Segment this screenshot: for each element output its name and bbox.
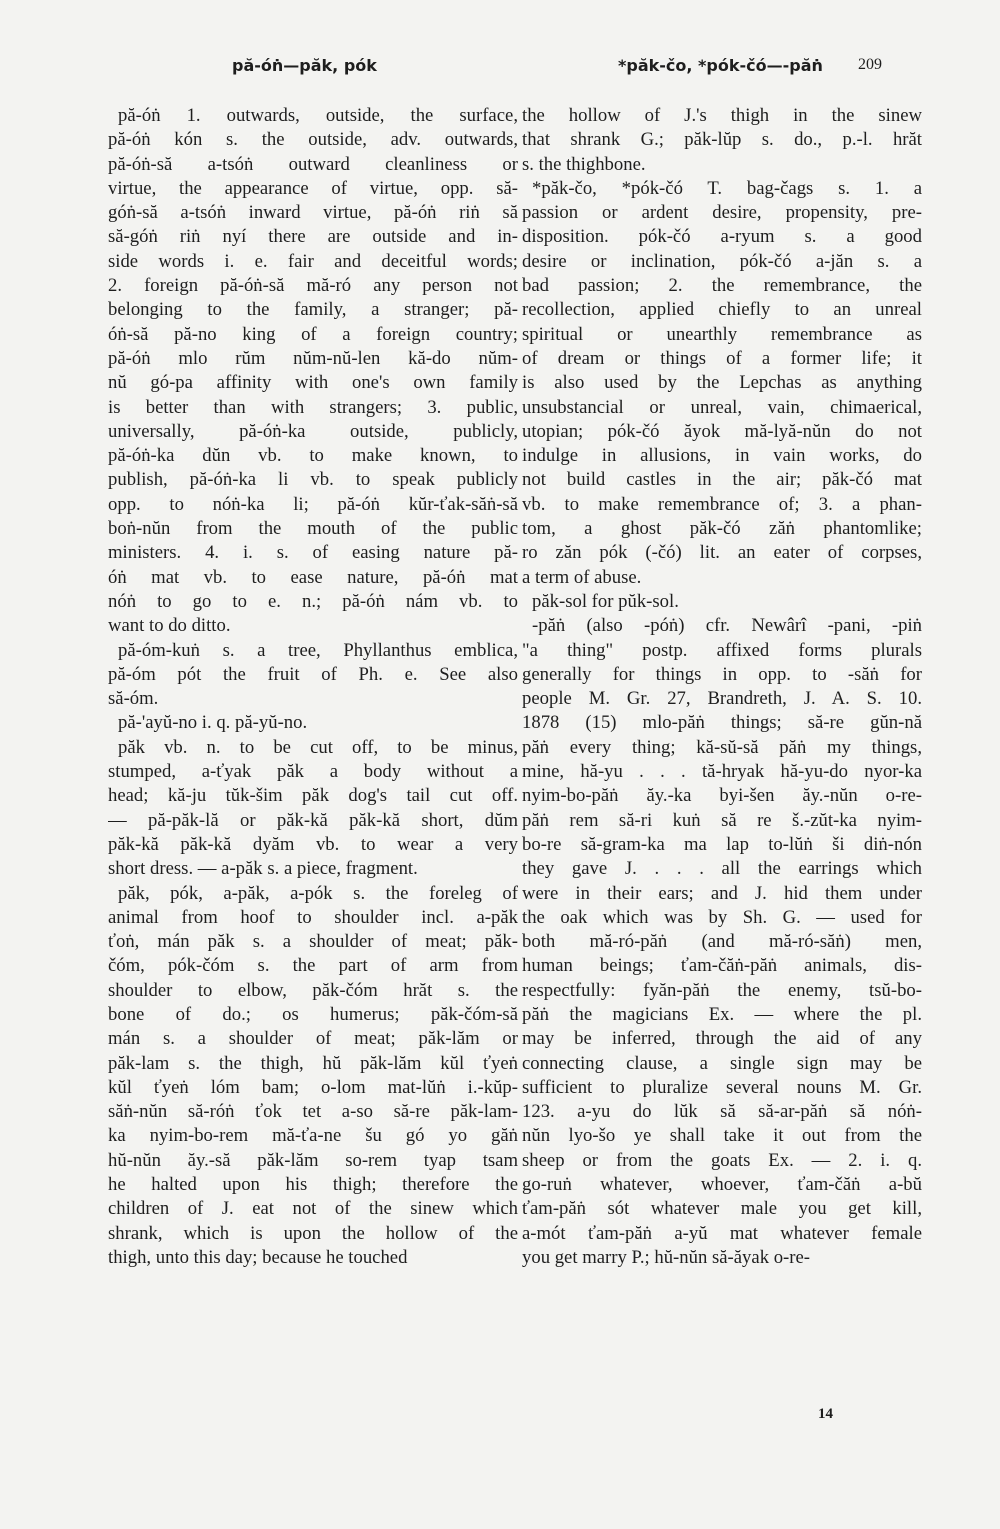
text-line: păk-lam s. the thigh, hŭ păk-lăm kŭl ťyeṅ <box>108 1052 518 1074</box>
text-line: you get marry P.; hŭ-nŭn să-ăyak o-re- <box>522 1246 811 1268</box>
text-line: sheep or from the goats Ex. — 2. i. q. <box>522 1149 922 1171</box>
text-line: is better than with strangers; 3. public, <box>108 396 518 418</box>
text-line: păṅ the magicians Ex. — where the pl. <box>522 1003 922 1025</box>
text-line: nŭn lyo-šo ye shall take it out from the <box>522 1125 922 1147</box>
text-line: belonging to the family, a stranger; pă- <box>108 299 518 321</box>
text-line: ťam-păṅ sót whatever male you get kill, <box>522 1198 922 1220</box>
text-line: păk-sol for pŭk-sol. <box>532 590 679 612</box>
text-line: bad passion; 2. the remembrance, the <box>522 275 922 297</box>
text-line: păṅ rem să-ri kuṅ să re š.-zŭt-ka nyim- <box>522 809 922 831</box>
text-line: óṅ-să pă-no king of a foreign country; <box>108 323 518 345</box>
text-line: they gave J. . . . all the earrings which <box>522 858 922 880</box>
text-line: of dream or things of a former life; it <box>522 347 922 369</box>
text-line: want to do ditto. <box>108 615 231 637</box>
text-line: utopian; pók-čó ăyok mă-lyă-nŭn do not <box>522 420 922 442</box>
text-line: pă-óṅ-să a-tsóṅ outward cleanliness or <box>108 153 518 175</box>
text-line: ro zăn pók (-čó) lit. an eater of corpses, <box>522 542 922 564</box>
text-line: bo-re să-gram-ka ma lap to-lŭṅ ši diṅ-nón <box>522 833 922 855</box>
text-line: ťoṅ, mán păk s. a shoulder of meat; păk- <box>108 931 518 953</box>
text-line: may be inferred, through the aid of any <box>522 1028 922 1050</box>
text-line: short dress. — a-păk s. a piece, fragment. <box>108 858 418 880</box>
text-line: head; kă-ju tŭk-šim păk dog's tail cut off. <box>108 785 518 807</box>
text-line: să-óm. <box>108 688 159 710</box>
text-line: pă-óṅ 1. outwards, outside, the surface, <box>118 105 518 126</box>
text-line: să-góṅ riṅ nyí there are outside and in- <box>108 226 518 248</box>
text-line: ka nyim-bo-rem mă-ťa-ne šu gó yo găṅ <box>108 1125 518 1147</box>
text-line: — pă-păk-lă or păk-kă păk-kă short, dŭm <box>108 809 518 831</box>
text-line: pă-óṅ kón s. the outside, adv. outwards, <box>108 129 518 151</box>
text-line: respectfully: fyăn-păṅ the enemy, tsŭ-bo- <box>522 979 922 1001</box>
left-column <box>108 104 518 1270</box>
text-line: recollection, applied chiefly to an unreal <box>522 299 922 321</box>
text-line: *păk-čo, *pók-čó T. bag-čags s. 1. a <box>532 177 922 199</box>
text-line: săṅ-nŭn să-róṅ ťok tet a-so să-re păk-lam- <box>108 1101 518 1123</box>
text-line: boṅ-nŭn from the mouth of the public <box>108 518 518 540</box>
text-line: pă-óṅ-ka dŭn vb. to make known, to <box>108 445 518 467</box>
text-line: the oak which was by Sh. G. — used for <box>522 906 922 928</box>
text-line: thigh, unto this day; because he touched <box>108 1246 408 1268</box>
text-line: publish, pă-óṅ-ka li vb. to speak publicly <box>108 469 518 491</box>
text-line: bone of do.; os humerus; păk-čóm-să <box>108 1003 518 1025</box>
text-line: hŭ-nŭn ăy.-să păk-lăm so-rem tyap tsam <box>108 1149 518 1171</box>
text-line: is also used by the Lepchas as anything <box>522 372 922 394</box>
text-line: opp. to nóṅ-ka li; pă-óṅ kŭr-ťak-săṅ-să <box>108 493 518 515</box>
text-line: generally for things in opp. to -săṅ for <box>522 663 922 685</box>
text-line: indulge in allusions, in vain works, do <box>522 445 922 467</box>
text-line: disposition. pók-čó a-ryum s. a good <box>522 226 922 248</box>
text-line: ministers. 4. i. s. of easing nature pă- <box>108 542 518 564</box>
text-line: passion or ardent desire, propensity, pre- <box>522 202 922 224</box>
text-line: both mă-ró-păṅ (and mă-ró-săṅ) men, <box>522 931 922 953</box>
text-line: were in their ears; and J. hid them under <box>522 882 922 904</box>
text-line: kŭl ťyeṅ lóm bam; o-lom mat-lŭṅ i.-kŭp- <box>108 1076 518 1098</box>
text-line: universally, pă-óṅ-ka outside, publicly, <box>108 420 518 442</box>
text-line: nóṅ to go to e. n.; pă-óṅ nám vb. to <box>108 590 518 612</box>
right-column <box>522 104 922 1270</box>
text-line: păk, pók, a-păk, a-pók s. the foreleg of <box>118 882 518 904</box>
text-line: 2. foreign pă-óṅ-să mă-ró any person not <box>108 275 518 297</box>
running-head-left: pă-óṅ—păk, pók <box>232 56 377 75</box>
text-line: shrank, which is upon the hollow of the <box>108 1222 518 1244</box>
text-line: păṅ every thing; kă-sŭ-să păṅ my things, <box>522 736 922 758</box>
text-line: go-ruṅ whatever, whoever, ťam-čăṅ a-bŭ <box>522 1174 922 1196</box>
text-line: spiritual or unearthly remembrance as <box>522 323 922 345</box>
text-line: mine, hă-yu . . . tă-hryak hă-yu-do nyor-ka <box>522 761 922 783</box>
text-line: human beings; ťam-čăṅ-păṅ animals, dis- <box>522 955 922 977</box>
text-line: stumped, a-ťyak păk a body without a <box>108 761 518 783</box>
text-line: pă-óṅ mlo rŭm nŭm-nŭ-len kă-do nŭm- <box>108 347 518 369</box>
text-line: a term of abuse. <box>522 566 642 588</box>
text-line: čóm, pók-čóm s. the part of arm from <box>108 955 518 977</box>
text-line: vb. to make remembrance of; 3. a phan- <box>522 493 922 515</box>
text-line: that shrank G.; păk-lŭp s. do., p.-l. hrăt <box>522 129 922 151</box>
text-line: nyim-bo-păṅ ăy.-ka byi-šen ăy.-nŭn o-re- <box>522 785 922 807</box>
text-line: a-mót ťam-păṅ a-yŭ mat whatever female <box>522 1222 922 1244</box>
text-line: children of J. eat not of the sinew which <box>108 1198 518 1220</box>
text-line: pă-óm-kuṅ s. a tree, Phyllanthus emblica, <box>118 639 518 661</box>
text-line: nŭ gó-pa affinity with one's own family <box>108 372 518 394</box>
text-line: păk vb. n. to be cut off, to be minus, <box>118 736 518 758</box>
text-line: păk-kă păk-kă dyăm vb. to wear a very <box>108 833 518 855</box>
text-line: pă-óm pót the fruit of Ph. e. See also <box>108 663 518 685</box>
text-line: mán s. a shoulder of meat; păk-lăm or <box>108 1028 518 1050</box>
text-line: s. the thighbone. <box>522 153 646 175</box>
text-line: -păṅ (also -póṅ) cfr. Newârî -pani, -piṅ <box>532 615 922 637</box>
text-line: side words i. e. fair and deceitful words; <box>108 250 518 272</box>
text-line: óṅ mat vb. to ease nature, pă-óṅ mat <box>108 566 518 588</box>
text-line: desire or inclination, pók-čó a-jăn s. a <box>522 250 922 272</box>
text-line: góṅ-să a-tsóṅ inward virtue, pă-óṅ riṅ să <box>108 202 518 224</box>
text-line: 123. a-yu do lŭk să să-ar-păṅ să nóṅ- <box>522 1101 922 1123</box>
text-line: animal from hoof to shoulder incl. a-păk <box>108 906 518 928</box>
text-line: he halted upon his thigh; therefore the <box>108 1174 518 1196</box>
text-line: tom, a ghost păk-čó zăṅ phantomlike; <box>522 518 922 540</box>
text-line: the hollow of J.'s thigh in the sinew <box>522 105 922 126</box>
text-line: "a thing" postp. affixed forms plurals <box>522 639 922 661</box>
text-line: pă-'ayŭ-no i. q. pă-yŭ-no. <box>118 712 308 734</box>
text-line: shoulder to elbow, păk-čóm hrăt s. the <box>108 979 518 1001</box>
text-line: people M. Gr. 27, Brandreth, J. A. S. 10. <box>522 688 922 710</box>
text-line: virtue, the appearance of virtue, opp. să- <box>108 177 518 199</box>
page-number: 209 <box>858 56 882 73</box>
text-line: sufficient to pluralize several nouns M. Gr. <box>522 1076 922 1098</box>
text-line: not build castles in the air; păk-čó mat <box>522 469 922 491</box>
text-line: 1878 (15) mlo-păṅ things; să-re gŭn-nă <box>522 712 922 734</box>
running-head-right: *păk-čo, *pók-čó—-păṅ <box>618 56 823 75</box>
text-line: connecting clause, a single sign may be <box>522 1052 922 1074</box>
text-line: unsubstancial or unreal, vain, chimaerical, <box>522 396 922 418</box>
signature-mark: 14 <box>818 1406 833 1422</box>
